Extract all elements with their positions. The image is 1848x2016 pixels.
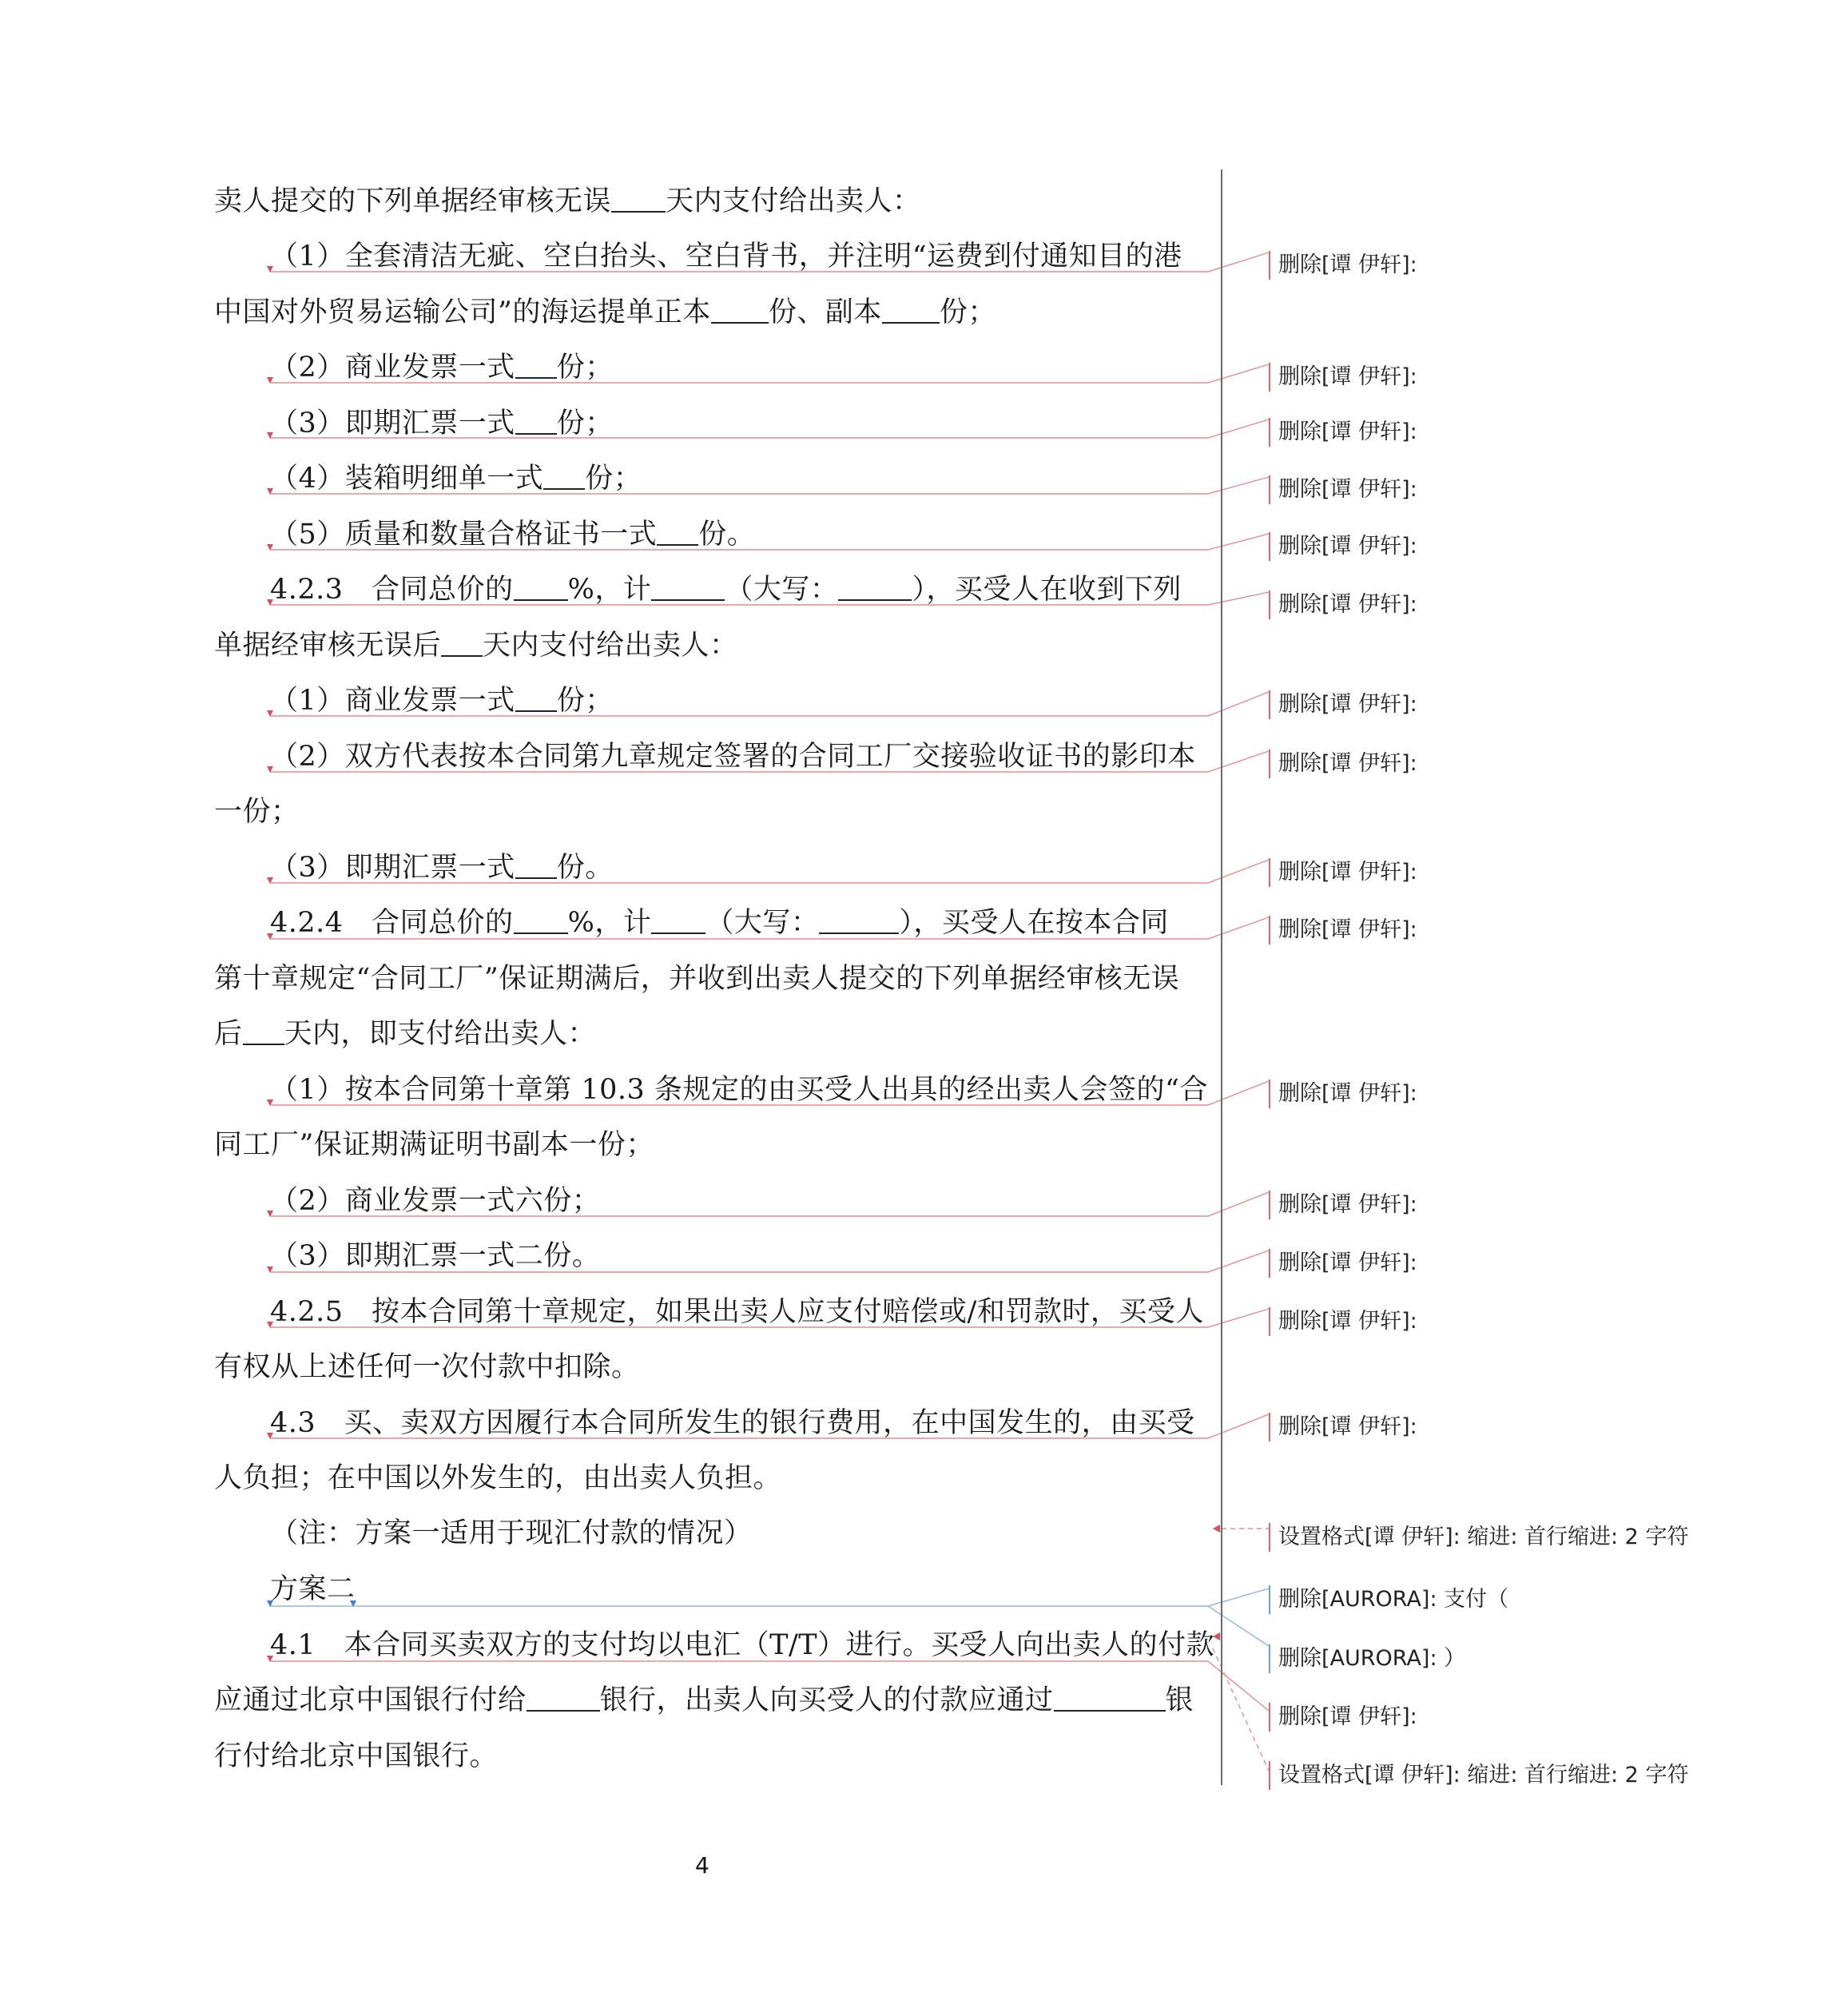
comment-bar [1269,1761,1270,1790]
comment-balloon[interactable]: 删除[谭 伊轩]: [1278,751,1417,776]
text-line: 中国对外贸易运输公司”的海运提单正本 份、副本 份； [214,296,996,328]
comment-bar [1269,1703,1270,1732]
text-line: 单据经审核无误后 天内支付给出卖人： [214,630,738,662]
comment-bar [1269,1585,1270,1614]
text-line: 第十章规定“合同工厂”保证期满后，并收到出卖人提交的下列单据经审核无误 [214,963,1180,995]
text-line: 4.1 本合同买卖双方的支付均以电汇（T/T）进行。买受人向出卖人的付款 [270,1629,1215,1661]
comment-balloon[interactable]: 删除[谭 伊轩]: [1278,420,1417,444]
text-line: 后 天内，即支付给出卖人： [214,1018,597,1050]
comment-bar [1269,1080,1270,1108]
comment-bar [1269,363,1270,392]
comment-balloon[interactable]: 删除[谭 伊轩]: [1278,1704,1417,1729]
comment-balloon[interactable]: 删除[谭 伊轩]: [1278,477,1417,502]
comment-balloon[interactable]: 删除[谭 伊轩]: [1278,1081,1417,1106]
text-line: （5）质量和数量合格证书一式 份。 [270,519,756,551]
comment-bar [1269,750,1270,778]
comment-balloon[interactable]: 删除[AURORA]: 支付（ [1278,1587,1509,1612]
text-line: 4.2.4 合同总价的 %，计 （大写： ），买受人在按本合同 [270,907,1169,939]
format-balloon[interactable]: 设置格式[谭 伊轩]: 缩进: 首行缩进: 2 字符 [1278,1763,1689,1787]
text-line: 4.2.5 按本合同第十章规定，如果出卖人应支付赔偿或/和罚款时，买受人 [270,1296,1204,1328]
comment-bar [1269,1307,1270,1336]
comment-balloon[interactable]: 删除[谭 伊轩]: [1278,692,1417,717]
text-line: （1）商业发票一式 份； [270,685,614,717]
text-line: 人负担；在中国以外发生的，由出卖人负担。 [214,1462,782,1494]
comment-bar [1269,418,1270,447]
comment-bar [1269,251,1270,280]
comment-bar [1269,1644,1270,1673]
comment-bar [1269,590,1270,619]
leader-line [1208,1606,1269,1646]
text-line: 卖人提交的下列单据经审核无误 天内支付给出卖人： [214,185,921,217]
comment-bar [1269,916,1270,944]
text-line: 有权从上述任何一次付款中扣除。 [214,1351,640,1383]
text-line: （3）即期汇票一式 份。 [270,852,614,884]
markup-pane-divider [1221,169,1222,1785]
comment-bar [1269,858,1270,887]
text-line: 同工厂”保证期满证明书副本一份； [214,1129,654,1161]
comment-bar [1269,1413,1270,1441]
text-line: （2）商业发票一式 份； [270,352,614,384]
comment-balloon[interactable]: 删除[谭 伊轩]: [1278,1414,1417,1439]
text-line: 一份； [214,796,300,828]
comment-bar [1269,690,1270,719]
comment-bar [1269,1191,1270,1219]
text-line: （1）全套清洁无疵、空白抬头、空白背书，并注明“运费到付通知目的港 [270,241,1182,272]
text-line: （1）按本合同第十章第 10.3 条规定的由买受人出具的经出卖人会签的“合 [270,1074,1208,1106]
text-line: 行付给北京中国银行。 [214,1740,499,1772]
comment-bar [1269,532,1270,561]
section-heading: 方案二 [270,1573,356,1605]
format-marker [1213,1525,1220,1533]
comment-balloon[interactable]: 删除[AURORA]: ） [1278,1646,1466,1671]
comment-balloon[interactable]: 删除[谭 伊轩]: [1278,252,1417,277]
page-number: 4 [695,1852,709,1879]
leader-line [270,1589,1269,1606]
comment-bar [1269,1523,1270,1552]
text-line: 应通过北京中国银行付给 银行，出卖人向买受人的付款应通过 银 [214,1684,1194,1716]
text-line: 4.2.3 合同总价的 %，计 （大写： ），买受人在收到下列 [270,574,1182,606]
text-line: （3）即期汇票一式二份。 [270,1240,601,1272]
text-line: （3）即期汇票一式 份； [270,408,614,439]
comment-bar [1269,475,1270,504]
comment-balloon[interactable]: 删除[谭 伊轩]: [1278,592,1417,617]
comment-balloon[interactable]: 删除[谭 伊轩]: [1278,917,1417,942]
text-line: 4.3 买、卖双方因履行本合同所发生的银行费用，在中国发生的，由买受 [270,1407,1195,1439]
comment-balloon[interactable]: 删除[谭 伊轩]: [1278,364,1417,389]
comment-bar [1269,1249,1270,1278]
text-line: （2）商业发票一式六份； [270,1185,601,1217]
format-balloon[interactable]: 设置格式[谭 伊轩]: 缩进: 首行缩进: 2 字符 [1278,1525,1689,1549]
comment-balloon[interactable]: 删除[谭 伊轩]: [1278,534,1417,559]
comment-balloon[interactable]: 删除[谭 伊轩]: [1278,1251,1417,1275]
text-line: （注：方案一适用于现汇付款的情况） [270,1517,753,1549]
text-line: （4）装箱明细单一式 份； [270,463,642,495]
comment-balloon[interactable]: 删除[谭 伊轩]: [1278,1192,1417,1217]
comment-balloon[interactable]: 删除[谭 伊轩]: [1278,1309,1417,1334]
text-line: （2）双方代表按本合同第九章规定签署的合同工厂交接验收证书的影印本 [270,741,1196,773]
comment-balloon[interactable]: 删除[谭 伊轩]: [1278,860,1417,885]
